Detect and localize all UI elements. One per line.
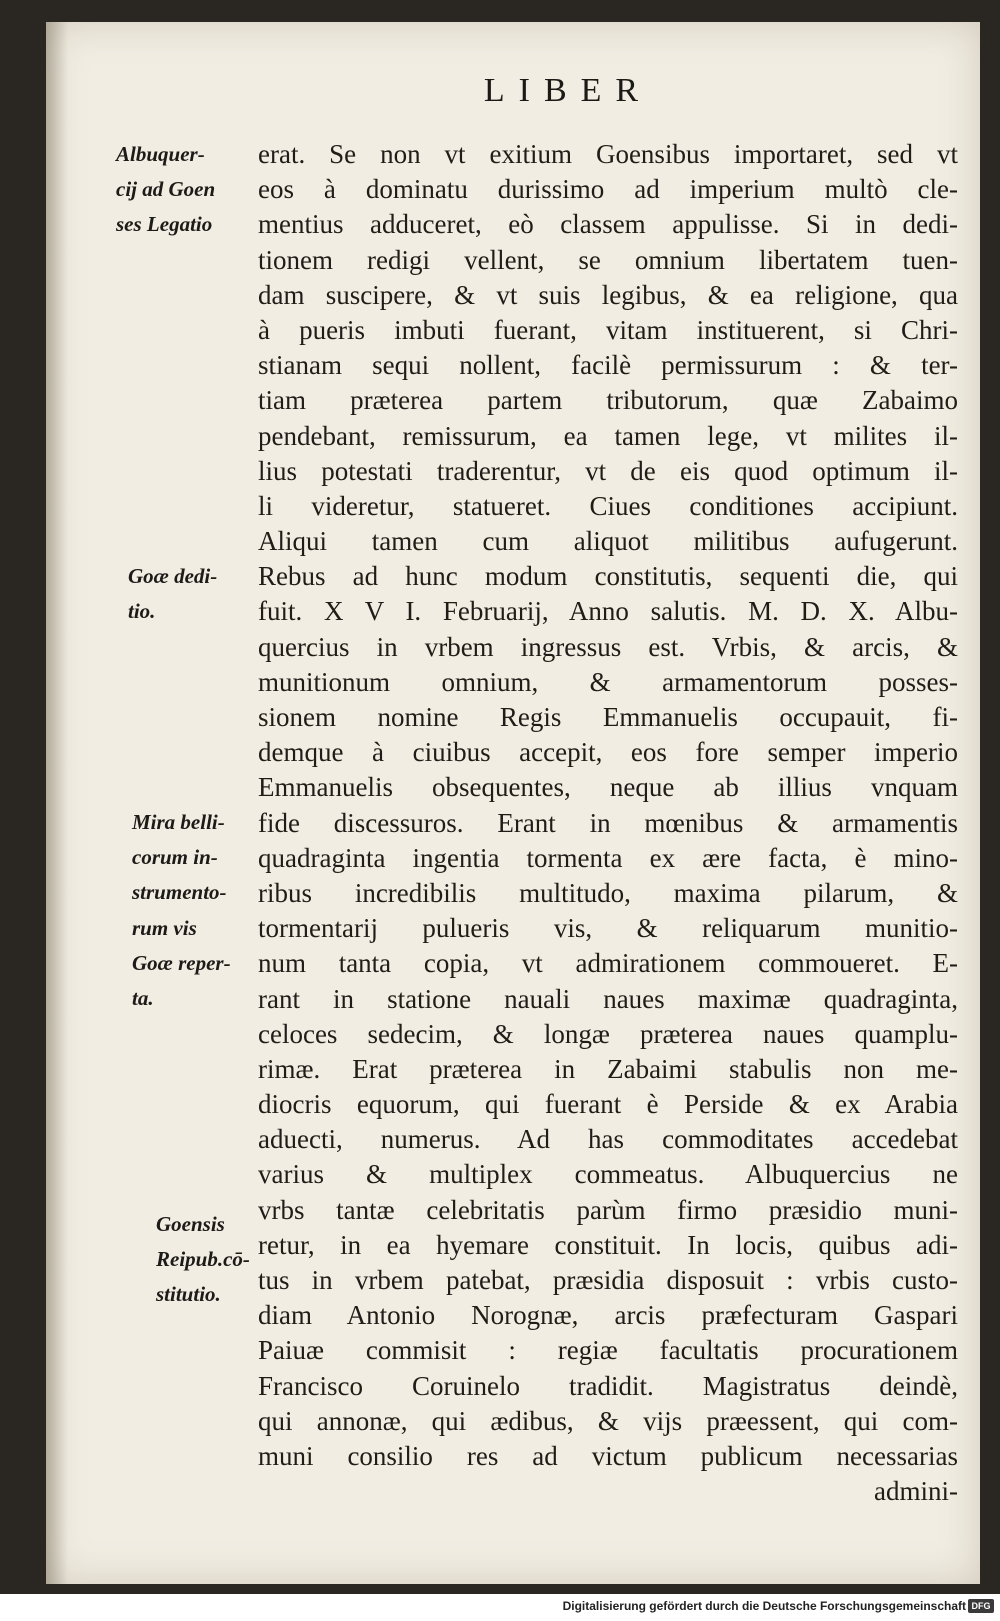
text-line: Rebus ad hunc modum constitutis, sequenti die, qui	[258, 561, 958, 592]
text-line: celoces sedecim, & longæ præterea naues quamplu-	[258, 1018, 958, 1049]
text-line: erat. Se non vt exitium Goensibus importaret, sed vt	[258, 139, 958, 169]
margin-note-line: rum vis	[132, 915, 197, 940]
margin-note-line: Mira belli-	[132, 810, 225, 834]
margin-note-deditio	[128, 559, 278, 629]
margin-note-instrumenta	[132, 805, 282, 1016]
text-line: quadraginta ingentia tormenta ex ære facta, è mino-	[258, 842, 958, 873]
margin-note-line: Albuquer-	[116, 142, 205, 166]
margin-note-line: Goæ dedi-	[128, 564, 218, 588]
margin-note-legatio	[116, 137, 266, 243]
text-line: aduecti, numerus. Ad has commoditates accedebat	[258, 1124, 958, 1155]
main-text-block	[258, 137, 958, 1509]
text-line: lius potestati traderentur, vt de eis quod optimum il-	[258, 455, 958, 486]
margin-note-line: ses Legatio	[116, 212, 213, 237]
margin-note-line: Reipub.cō-	[156, 1247, 250, 1272]
margin-note-line: Goæ reper-	[132, 950, 231, 975]
text-line: varius & multiplex commeatus. Albuquercius ne	[258, 1159, 958, 1190]
text-line: num tanta copia, vt admirationem commoueret. E-	[258, 948, 958, 979]
text-line: Aliqui tamen cum aliquot militibus aufugerunt.	[258, 526, 958, 557]
page-binding-shadow	[46, 22, 68, 1584]
margin-note-line: tio.	[128, 599, 156, 624]
margin-note-line: ta.	[132, 985, 154, 1010]
text-line: Emmanuelis obsequentes, neque ab illius vnquam	[258, 772, 958, 803]
text-line: pendebant, remissurum, ea tamen lege, vt milites il-	[258, 420, 958, 451]
text-line: qui annonæ, qui ædibus, & vijs præessent, qui com-	[258, 1405, 958, 1436]
text-line: à pueris imbuti fuerant, vitam instituerent, si Chri-	[258, 314, 958, 345]
dfg-logo-icon: DFG	[968, 1599, 994, 1613]
text-line: retur, in ea hyemare constituit. In locis, quibus adi-	[258, 1229, 958, 1260]
book-page	[46, 22, 980, 1584]
text-line: fuit. X V I. Februarij, Anno salutis. M. D. X. Albu-	[258, 596, 958, 627]
catchword: admini-	[874, 1476, 958, 1507]
text-line: mentius adduceret, eò classem appulisse. Si in dedi-	[258, 209, 958, 240]
text-line: li videretur, statueret. Ciues conditiones accipiunt.	[258, 490, 958, 521]
text-line: quercius in vrbem ingressus est. Vrbis, & arcis, &	[258, 631, 958, 662]
text-line: tus in vrbem patebat, præsidia disposuit : vrbis custo-	[258, 1265, 958, 1295]
funding-credit: Digitalisierung gefördert durch die Deutsche Forschungsgemeinschaft	[562, 1599, 966, 1613]
digitization-footer	[0, 1594, 1000, 1621]
text-line: fide discessuros. Erant in mœnibus & armamentis	[258, 807, 958, 838]
margin-note-line: cij ad Goen	[116, 177, 216, 202]
text-line: rant in statione nauali naues maximæ quadraginta,	[258, 983, 958, 1014]
margin-note-line: stitutio.	[156, 1282, 221, 1307]
text-line: vrbs tantæ celebritatis parùm firmo præsidio muni-	[258, 1194, 958, 1225]
text-line: eos à dominatu durissimo ad imperium multò cle-	[258, 174, 958, 205]
running-title: LIBER	[483, 72, 653, 109]
margin-note-constitutio	[156, 1207, 306, 1313]
margin-note-line: Goensis	[156, 1212, 225, 1236]
margin-note-line: corum in-	[132, 845, 218, 870]
text-line: Francisco Coruinelo tradidit. Magistratus deindè,	[258, 1370, 958, 1401]
text-line: dam suscipere, & vt suis legibus, & ea religione, qua	[258, 279, 958, 310]
text-line: Paiuæ commisit : regiæ facultatis procurationem	[258, 1335, 958, 1366]
text-line: rimæ. Erat præterea in Zabaimi stabulis non me-	[258, 1053, 958, 1084]
text-line: muni consilio res ad victum publicum necessarias	[258, 1440, 958, 1471]
text-line: munitionum omnium, & armamentorum posses-	[258, 666, 958, 697]
text-line: diam Antonio Norognæ, arcis præfecturam Gaspari	[258, 1300, 958, 1331]
text-line: ribus incredibilis multitudo, maxima pilarum, &	[258, 877, 958, 908]
text-line: stianam sequi nollent, facilè permissurum : & ter-	[258, 350, 958, 381]
text-line: demque à ciuibus accepit, eos fore semper imperio	[258, 737, 958, 768]
text-line: diocris equorum, qui fuerant è Perside & ex Arabia	[258, 1089, 958, 1120]
text-line: tiam præterea partem tributorum, quæ Zabaimo	[258, 385, 958, 416]
text-line: sionem nomine Regis Emmanuelis occupauit, fi-	[258, 702, 958, 732]
text-line: tionem redigi vellent, se omnium libertatem tuen-	[258, 244, 958, 275]
margin-note-line: strumento-	[132, 880, 227, 905]
text-line: tormentarij pulueris vis, & reliquarum munitio-	[258, 913, 958, 944]
